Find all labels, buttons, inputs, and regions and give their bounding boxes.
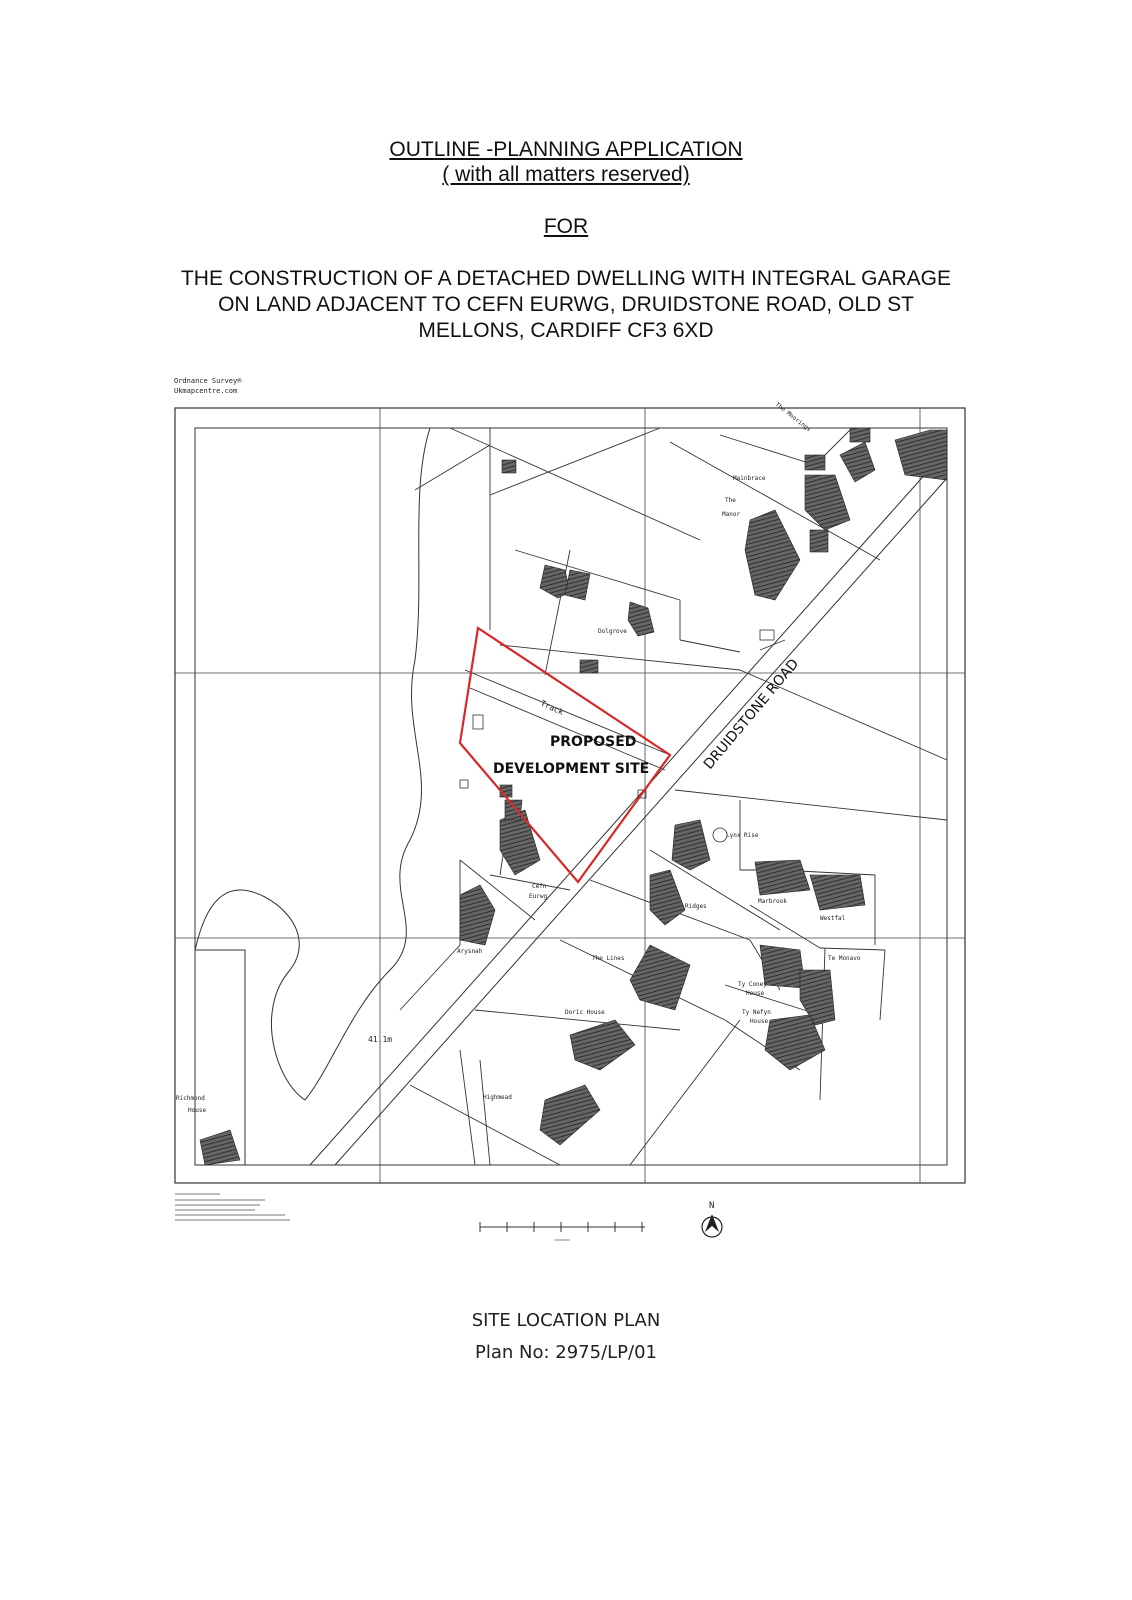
site-label-line-1: PROPOSED xyxy=(550,734,637,750)
map-source-line-1: Ordnance Survey® xyxy=(174,377,242,385)
place-ty-nefyn-line-2: House xyxy=(750,1018,769,1025)
place-highmead: Highmead xyxy=(483,1094,512,1101)
place-the-manor-line-2: Manor xyxy=(722,511,741,518)
field-boundary-curve xyxy=(195,428,430,1100)
place-richmond-house-line-2: House xyxy=(188,1107,207,1114)
road-label: DRUIDSTONE ROAD xyxy=(700,655,803,773)
place-marbrook: Marbrook xyxy=(758,898,787,905)
place-mainbrace: Mainbrace xyxy=(733,475,766,482)
track xyxy=(465,670,670,770)
map-outer-frame xyxy=(175,408,965,1183)
druidstone-road xyxy=(310,448,947,1165)
document-subtitle: ( with all matters reserved) xyxy=(442,163,690,186)
place-the-moorings: The Moorings xyxy=(773,401,813,434)
document-title: OUTLINE -PLANNING APPLICATION xyxy=(389,138,743,161)
place-richmond-house-line-1: Richmond xyxy=(176,1095,205,1102)
place-dolgrove: Dolgrove xyxy=(598,628,627,635)
map-inner-frame xyxy=(195,428,947,1165)
place-doric-house: Doric House xyxy=(565,1009,605,1016)
spot-height-label: 41.1m xyxy=(368,1035,393,1044)
place-ty-coney-line-1: Ty Coney xyxy=(738,981,767,988)
description-line-2: ON LAND ADJACENT TO CEFN EURWG, DRUIDSTONE ROAD, OLD ST xyxy=(218,293,914,316)
place-the-lines: The Lines xyxy=(592,955,625,962)
place-the-manor-line-1: The xyxy=(725,497,736,504)
track-label: Track xyxy=(539,698,565,717)
place-cefn-eurwg-line-1: Cefn xyxy=(532,883,547,890)
place-ty-nefyn-line-1: Ty Nefyn xyxy=(742,1009,771,1016)
place-ty-coney-line-2: House xyxy=(746,990,765,997)
description-line-3: MELLONS, CARDIFF CF3 6XD xyxy=(418,319,714,342)
plan-title: SITE LOCATION PLAN xyxy=(471,1310,661,1331)
proposal-description xyxy=(110,266,1022,344)
field-boundary-west xyxy=(195,950,245,1165)
map-source-line-2: Ukmapcentre.com xyxy=(174,387,238,395)
plan-number: Plan No: 2975/LP/01 xyxy=(474,1342,657,1363)
scale-bar xyxy=(480,1222,645,1240)
north-arrow-icon xyxy=(702,1201,722,1237)
property-boundaries xyxy=(400,428,947,1165)
site-location-map xyxy=(160,370,980,1255)
site-label-line-2: DEVELOPMENT SITE xyxy=(493,761,650,777)
place-arysnah: Arysnah xyxy=(457,948,483,955)
copyright-notice xyxy=(175,1194,290,1220)
north-label: N xyxy=(709,1201,715,1211)
place-ridges: Ridges xyxy=(685,903,707,910)
place-lynx-rise: Lynx Rise xyxy=(726,832,759,839)
place-te-monavo: Te Monavo xyxy=(828,955,861,962)
for-heading: FOR xyxy=(543,215,589,238)
buildings xyxy=(200,428,947,1165)
place-westfal: Westfal xyxy=(820,915,846,922)
map-grid xyxy=(175,408,965,1183)
place-cefn-eurwg-line-2: Eurwg xyxy=(529,893,548,900)
development-site-boundary xyxy=(460,628,670,882)
description-line-1: THE CONSTRUCTION OF A DETACHED DWELLING WITH INTEGRAL GARAGE xyxy=(180,267,952,290)
